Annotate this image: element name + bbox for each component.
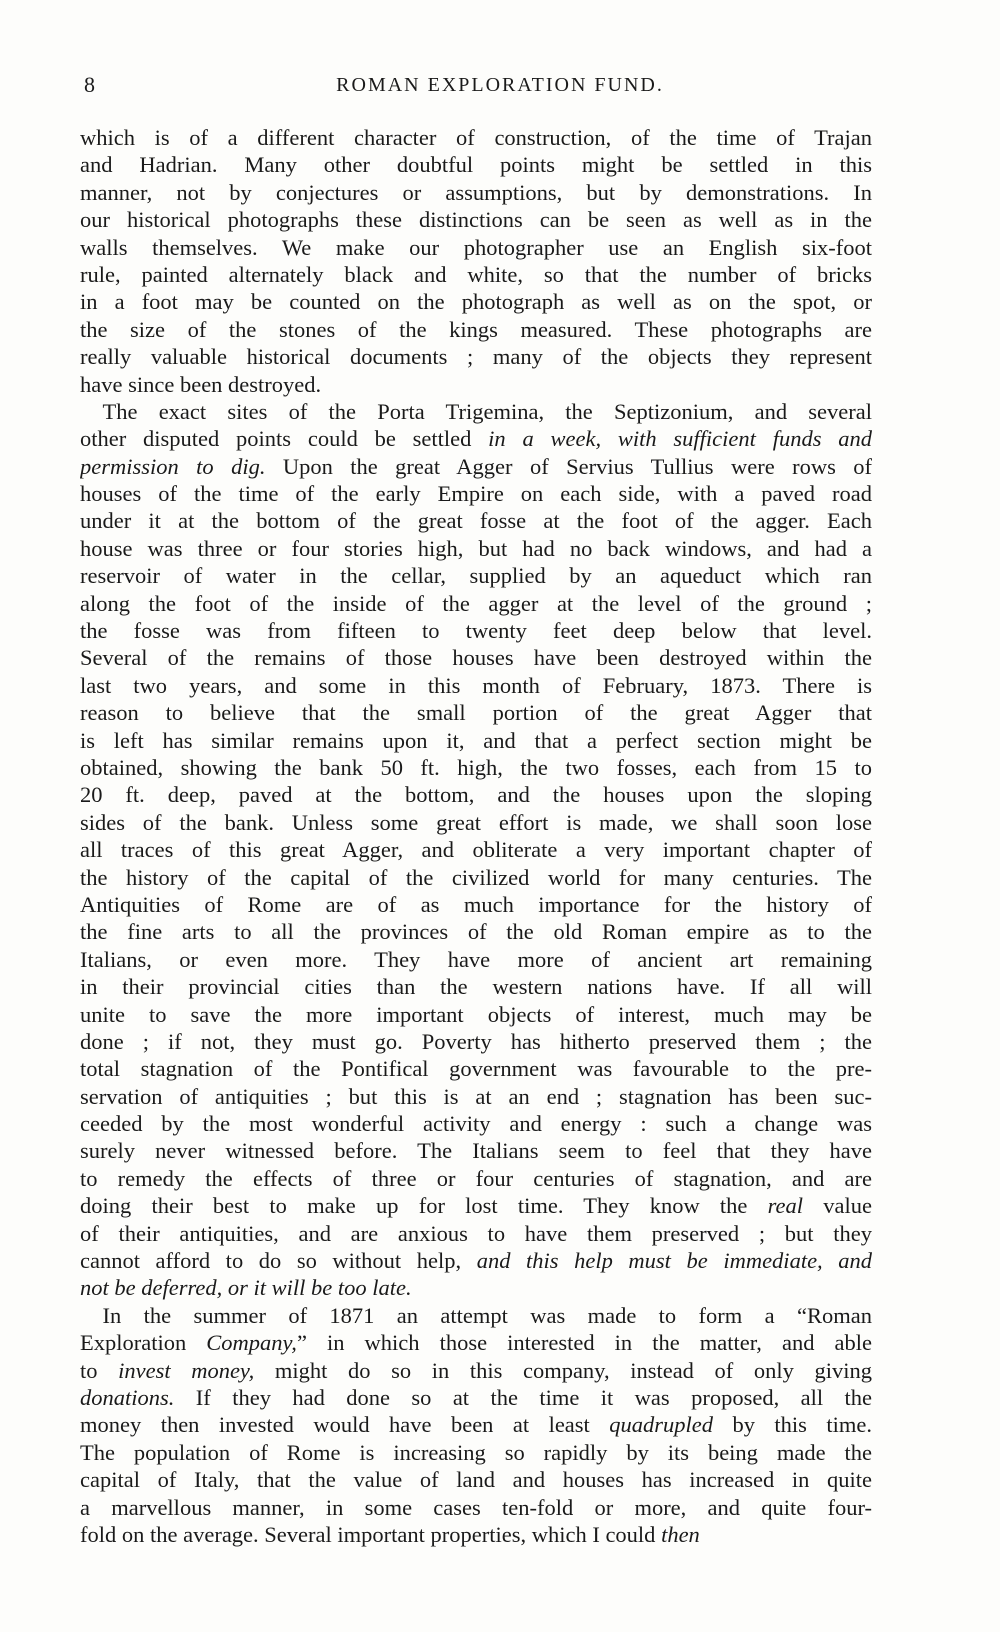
italic-text: quadrupled: [609, 1412, 714, 1438]
text-run: money then invested would have been at least: [80, 1412, 610, 1438]
text-line: [80, 699, 872, 726]
text-run: doing their best to make up for lost time. They know the: [80, 1193, 768, 1219]
text-line: [80, 371, 872, 398]
italic-text: then: [661, 1521, 700, 1547]
text-run: cannot afford to do so without help,: [80, 1248, 477, 1274]
text-line: [80, 480, 872, 507]
text-run: unite to save the more important objects of interest, much may be: [80, 1001, 872, 1027]
italic-text: donations.: [80, 1384, 175, 1410]
text-run: the history of the capital of the civilized world for many centuries. The: [80, 864, 872, 890]
text-line: [80, 672, 872, 699]
text-run: house was three or four stories high, but had no back windows, and had a: [80, 535, 872, 561]
text-run: in a foot may be counted on the photograph as well as on the spot, or: [80, 289, 872, 315]
italic-text: and this help must be immediate, and: [476, 1248, 872, 1274]
text-run: obtained, showing the bank 50 ft. high, the two fosses, each from 15 to: [80, 754, 872, 780]
text-line: [80, 973, 872, 1000]
text-run: is left has similar remains upon it, and that a perfect section might be: [80, 727, 872, 753]
text-line: [80, 617, 872, 644]
text-line: [80, 891, 872, 918]
text-line: [80, 754, 872, 781]
running-title: ROMAN EXPLORATION FUND.: [336, 74, 664, 96]
text-line: [80, 1302, 872, 1329]
text-run: Several of the remains of those houses have been destroyed within the: [80, 645, 872, 671]
text-line: [80, 425, 872, 452]
text-line: [80, 946, 872, 973]
text-run: in their provincial cities than the western nations have. If all will: [80, 974, 872, 1000]
text-line: [80, 1439, 872, 1466]
text-line: [80, 1521, 872, 1548]
text-line: [80, 590, 872, 617]
text-run: of their antiquities, and are anxious to have them preserved ; but they: [80, 1220, 872, 1246]
text-line: [80, 1247, 872, 1274]
text-line: [80, 1494, 872, 1521]
text-line: [80, 179, 872, 206]
text-line: [80, 316, 872, 343]
text-run: under it at the bottom of the great fosse at the foot of the agger. Each: [80, 508, 872, 534]
text-run: reservoir of water in the cellar, supplied by an aqueduct which ran: [80, 563, 872, 589]
text-line: [80, 562, 872, 589]
text-run: and Hadrian. Many other doubtful points might be settled in this: [80, 152, 872, 178]
text-run: Italians, or even more. They have more of ancient art remaining: [80, 946, 872, 972]
paragraph: [80, 124, 872, 398]
text-line: [80, 234, 872, 261]
text-run: last two years, and some in this month of February, 1873. There is: [80, 672, 872, 698]
text-run: a marvellous manner, in some cases ten-fold or more, and quite four-: [80, 1494, 872, 1520]
text-run: The exact sites of the Porta Trigemina, the Septizonium, and several: [102, 398, 872, 424]
text-run: The population of Rome is increasing so rapidly by its being made the: [80, 1439, 872, 1465]
text-run: Upon the great Agger of Servius Tullius were rows of: [265, 453, 872, 479]
text-run: to remedy the effects of three or four centuries of stagnation, and are: [80, 1165, 872, 1191]
text-run: really valuable historical documents ; many of the objects they represent: [80, 344, 872, 370]
text-run: manner, not by conjectures or assumptions, but by demonstrations. In: [80, 179, 872, 205]
text-run: fold on the average. Several important properties, which I could: [80, 1521, 662, 1547]
text-line: [80, 1055, 872, 1082]
text-line: [80, 288, 872, 315]
text-run: have since been destroyed.: [80, 371, 322, 397]
text-run: Exploration: [80, 1330, 207, 1356]
italic-text: in a week, with sufficient funds and: [488, 426, 872, 452]
text-line: [80, 1083, 872, 1110]
text-line: [80, 1466, 872, 1493]
text-line: [80, 1357, 872, 1384]
text-line: [80, 151, 872, 178]
text-line: [80, 1110, 872, 1137]
text-run: ” in which those interested in the matter, and able: [296, 1330, 872, 1356]
text-line: [80, 781, 872, 808]
text-line: [80, 1165, 872, 1192]
text-run: reason to believe that the small portion of the great Agger that: [80, 700, 872, 726]
text-run: all traces of this great Agger, and obliterate a very important chapter of: [80, 837, 872, 863]
italic-text: not be deferred, or it will be too late.: [80, 1275, 412, 1301]
text-run: the size of the stones of the kings measured. These photographs are: [80, 316, 872, 342]
text-run: along the foot of the inside of the agger at the level of the ground ;: [80, 590, 872, 616]
text-line: [80, 398, 872, 425]
text-line: [80, 261, 872, 288]
page-number: 8: [84, 72, 96, 97]
text-line: [80, 1137, 872, 1164]
text-run: servation of antiquities ; but this is at an end ; stagnation has been suc-: [80, 1083, 872, 1109]
text-run: by this time.: [713, 1412, 872, 1438]
text-line: [80, 206, 872, 233]
text-run: other disputed points could be settled: [80, 426, 489, 452]
text-line: [80, 1220, 872, 1247]
text-run: capital of Italy, that the value of land and houses has increased in quite: [80, 1467, 872, 1493]
text-line: [80, 918, 872, 945]
text-line: [80, 727, 872, 754]
text-run: ceeded by the most wonderful activity and energy : such a change was: [80, 1111, 872, 1137]
text-line: [80, 836, 872, 863]
text-run: In the summer of 1871 an attempt was made to form a “Roman: [102, 1302, 872, 1328]
text-line: [80, 453, 872, 480]
text-run: the fine arts to all the provinces of the old Roman empire as to the: [80, 919, 872, 945]
text-run: our historical photographs these distinctions can be seen as well as in the: [80, 207, 872, 233]
text-line: [80, 864, 872, 891]
text-run: 20 ft. deep, paved at the bottom, and the houses upon the sloping: [80, 782, 872, 808]
text-run: Antiquities of Rome are of as much importance for the history of: [80, 891, 872, 917]
text-run: rule, painted alternately black and white, so that the number of bricks: [80, 261, 872, 287]
text-run: surely never witnessed before. The Italians seem to feel that they have: [80, 1138, 872, 1164]
text-line: [80, 809, 872, 836]
paragraph: [80, 1302, 872, 1549]
text-line: [80, 644, 872, 671]
text-line: [80, 343, 872, 370]
text-line: [80, 1028, 872, 1055]
text-line: [80, 507, 872, 534]
text-line: [80, 1411, 872, 1438]
text-line: [80, 1274, 872, 1301]
text-line: [80, 1384, 872, 1411]
text-run: might do so in this company, instead of only giving: [254, 1357, 872, 1383]
text-run: walls themselves. We make our photographer use an English six-foot: [80, 234, 872, 260]
text-line: [80, 1329, 872, 1356]
text-line: [80, 535, 872, 562]
text-run: If they had done so at the time it was proposed, all the: [174, 1384, 872, 1410]
text-run: done ; if not, they must go. Poverty has hitherto preserved them ; the: [80, 1028, 872, 1054]
text-run: sides of the bank. Unless some great effort is made, we shall soon lose: [80, 809, 872, 835]
italic-text: invest money,: [118, 1357, 255, 1383]
text-run: the fosse was from fifteen to twenty feet deep below that level.: [80, 618, 872, 644]
text-run: value: [803, 1193, 872, 1219]
body-text: [80, 124, 872, 1548]
italic-text: real: [767, 1193, 804, 1219]
text-run: to: [80, 1357, 119, 1383]
text-line: [80, 1001, 872, 1028]
text-run: which is of a different character of construction, of the time of Trajan: [80, 125, 872, 150]
text-run: houses of the time of the early Empire on each side, with a paved road: [80, 481, 872, 507]
paragraph: [80, 398, 872, 1302]
italic-text: Company,: [206, 1330, 297, 1356]
italic-text: permission to dig.: [80, 453, 266, 479]
text-line: [80, 124, 872, 151]
text-line: [80, 1192, 872, 1219]
text-run: total stagnation of the Pontifical government was favourable to the pre-: [80, 1056, 872, 1082]
